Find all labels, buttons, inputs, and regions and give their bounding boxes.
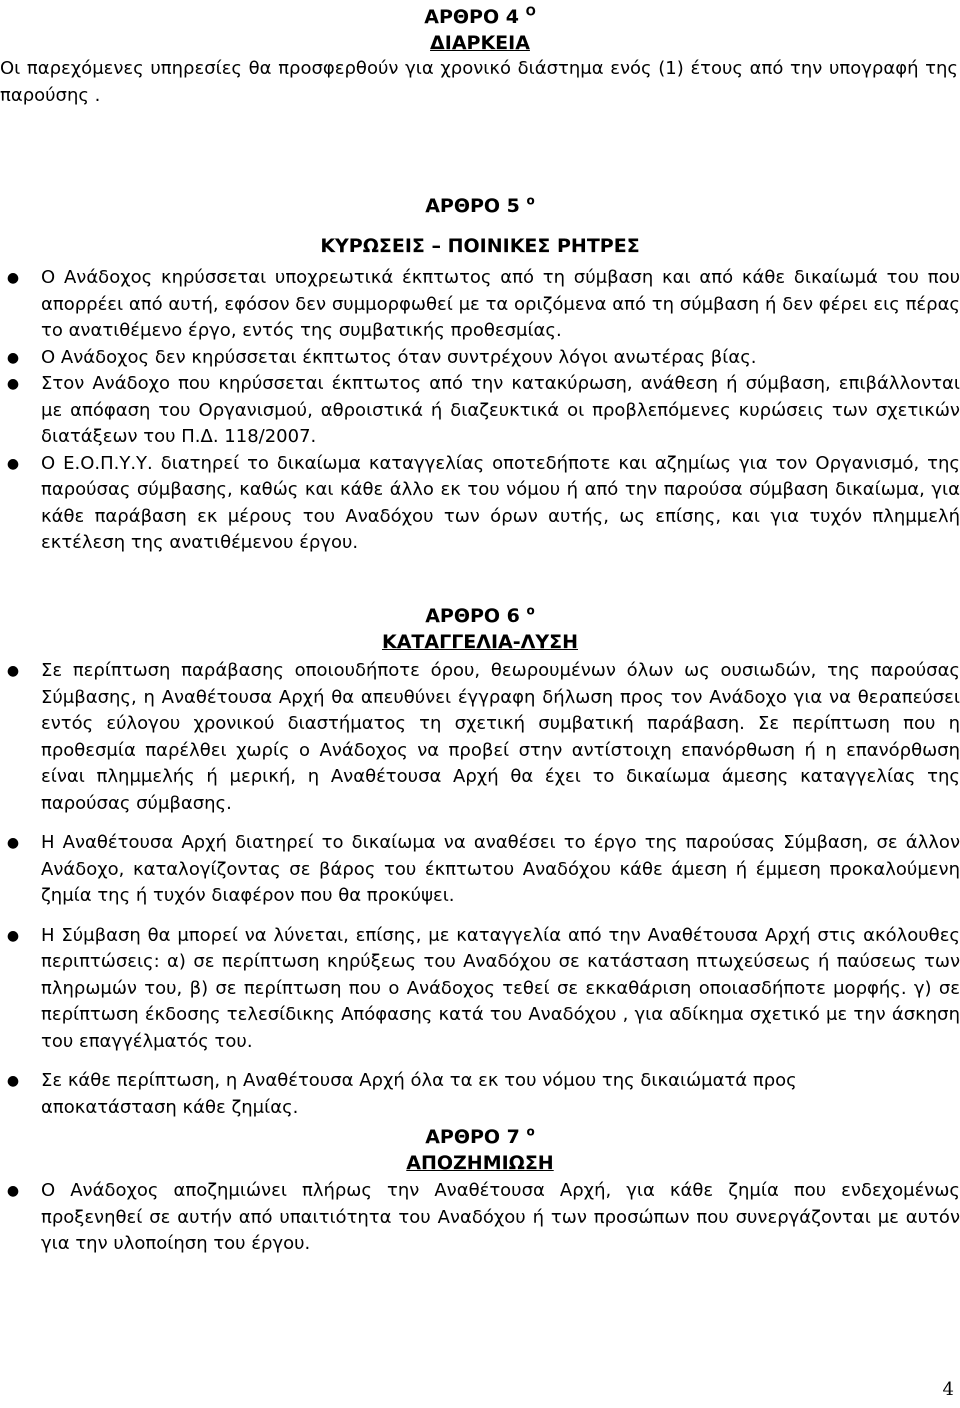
- article-7: [0, 1124, 960, 1258]
- article-6-title-sup: ο: [526, 603, 535, 618]
- page-number: 4: [942, 1379, 954, 1400]
- list-item-text: Η Αναθέτουσα Αρχή διατηρεί το δικαίωμα να αναθέσει το έργο της παρούσας Σύμβαση, σε άλλον Ανάδοχο, καταλογίζοντας σε βάρος του έκπτωτου Αναδόχου κάθε άμεση ή έμμεση προκαλούμενη ζημία της ή τυχόν διαφέρον που θα προκύψει.: [41, 832, 960, 906]
- bullet-icon: ●: [6, 455, 20, 472]
- bullet-icon: ●: [6, 349, 20, 366]
- article-6-list: [0, 658, 960, 1121]
- article-4: [0, 4, 960, 109]
- bullet-icon: ●: [6, 835, 20, 851]
- list-item-text: Η Σύμβαση θα μπορεί να λύνεται, επίσης, με καταγγελία από την Αναθέτουσα Αρχή στις ακόλουθες περιπτώσεις: α) σε περίπτωση κηρύξεως του Αναδόχου σε κατάσταση πτωχεύσεως ή παύσεως των πληρωμών του, β) σε περίπτωση που ο Ανάδοχος τεθεί σε εκκαθάριση οποιασδήποτε μορφής. γ) σε περίπτωση έκδοσης τελεσίδικης Απόφασης κατά του Αναδόχου , για αδίκημα σχετικό με την άσκηση του επαγγέλματός του.: [41, 924, 960, 1052]
- bullet-icon: ●: [6, 1073, 20, 1089]
- list-item-text: Στον Ανάδοχο που κηρύσσεται έκπτωτος από την κατακύρωση, ανάθεση ή σύμβαση, επιβάλλονται με απόφαση του Οργανισμού, αθροιστικά ή διαζευκτικά οι προβλεπόμενες κυρώσεις των σχετικών διατάξεων του Π.Δ. 118/2007.: [41, 373, 960, 447]
- list-item-text: Ο Ε.Ο.Π.Υ.Υ. διατηρεί το δικαίωμα καταγγελίας οποτεδήποτε και αζημίως για τον Οργανισμό, της παρούσας σύμβασης, καθώς και κάθε άλλο εκ του νόμου ή από την παρούσα σύμβαση δικαίωμα, για κάθε παράβαση εκ μέρους του Αναδόχου των όρων αυτής, ως επίσης, και για τυχόν πλημμελή εκτέλεση της ανατιθέμενου έργου.: [41, 452, 960, 553]
- list-item: [0, 371, 960, 451]
- bullet-icon: ●: [6, 663, 20, 679]
- bullet-icon: ●: [6, 1183, 20, 1199]
- article-7-subtitle: ΑΠΟΖΗΜΙΩΣΗ: [406, 1152, 554, 1174]
- list-item: [0, 658, 960, 817]
- article-7-title-sup: ο: [526, 1124, 535, 1139]
- article-7-list: [0, 1178, 960, 1258]
- article-6: [0, 603, 960, 1121]
- article-7-title: [0, 1124, 960, 1150]
- article-5: [0, 193, 960, 557]
- bullet-icon: ●: [6, 376, 20, 392]
- article-4-title-text: ΑΡΘΡΟ 4: [424, 6, 519, 28]
- article-5-title: [0, 193, 960, 219]
- list-item-text: Ο Ανάδοχος αποζημιώνει πλήρως την Αναθέτουσα Αρχή, για κάθε ζημία που ενδεχομένως προξενηθεί σε αυτήν από υπαιτιότητα του Αναδόχου ή των προσώπων που συνεργάζονται με αυτόν για την υλοποίηση του έργου.: [41, 1180, 960, 1254]
- list-item: [0, 923, 960, 1056]
- list-item: [0, 830, 960, 910]
- list-item-text: Σε περίπτωση παράβασης οποιουδήποτε όρου, θεωρουμένων όλων ως ουσιωδών, της παρούσας Σύμβασης, η Αναθέτουσα Αρχή θα απευθύνει έγγραφη δήλωση προς τον Ανάδοχο για να θεραπεύσει εντός εύλογου χρονικού διαστήματος τη σχετική συμβατική παράβαση. Σε περίπτωση που η προθεσμία παρέλθει χωρίς ο Ανάδοχος να προβεί στην αντίστοιχη επανόρθωση ή η επανόρθωση είναι πλημμελής ή μερική, η Αναθέτουσα Αρχή θα έχει το δικαίωμα άμεσης καταγγελίας της παρούσας σύμβασης.: [41, 660, 960, 814]
- article-6-subtitle: ΚΑΤΑΓΓΕΛΙΑ-ΛΥΣΗ: [382, 631, 578, 653]
- article-5-list: [0, 265, 960, 557]
- article-4-title: [0, 4, 960, 30]
- bullet-icon: ●: [6, 270, 20, 286]
- article-5-title-sup: ο: [526, 193, 535, 208]
- article-5-subtitle: ΚΥΡΩΣΕΙΣ – ΠΟΙΝΙΚΕΣ ΡΗΤΡΕΣ: [320, 235, 640, 257]
- article-4-text: Οι παρεχόμενες υπηρεσίες θα προσφερθούν για χρονικό διάστημα ενός (1) έτους από την υπογραφή της παρούσης .: [0, 58, 958, 106]
- article-7-title-text: ΑΡΘΡΟ 7: [425, 1126, 520, 1148]
- list-item: [0, 345, 960, 372]
- list-item-text: Σε κάθε περίπτωση, η Αναθέτουσα Αρχή όλα τα εκ του νόμου της δικαιώματά προς αποκατάσταση κάθε ζημίας.: [41, 1070, 797, 1118]
- list-item: [0, 1068, 960, 1121]
- list-item: [0, 451, 960, 557]
- article-5-title-text: ΑΡΘΡΟ 5: [425, 195, 520, 217]
- bullet-icon: ●: [6, 927, 20, 944]
- article-4-subtitle: ΔΙΑΡΚΕΙΑ: [430, 32, 530, 54]
- article-6-title-text: ΑΡΘΡΟ 6: [425, 605, 520, 627]
- list-item: [0, 1178, 960, 1258]
- list-item: [0, 265, 960, 345]
- article-4-title-sup: Ο: [525, 4, 536, 19]
- article-6-title: [0, 603, 960, 629]
- list-item-text: Ο Ανάδοχος κηρύσσεται υποχρεωτικά έκπτωτος από τη σύμβαση και από κάθε δικαίωμά του που απορρέει από αυτή, εφόσον δεν συμμορφωθεί με τα οριζόμενα από τη σύμβαση ή δεν φέρει εις πέρας το ανατιθέμενο έργο, εντός της συμβατικής προθεσμίας.: [41, 267, 960, 341]
- list-item-text: Ο Ανάδοχος δεν κηρύσσεται έκπτωτος όταν συντρέχουν λόγοι ανωτέρας βίας.: [41, 346, 757, 368]
